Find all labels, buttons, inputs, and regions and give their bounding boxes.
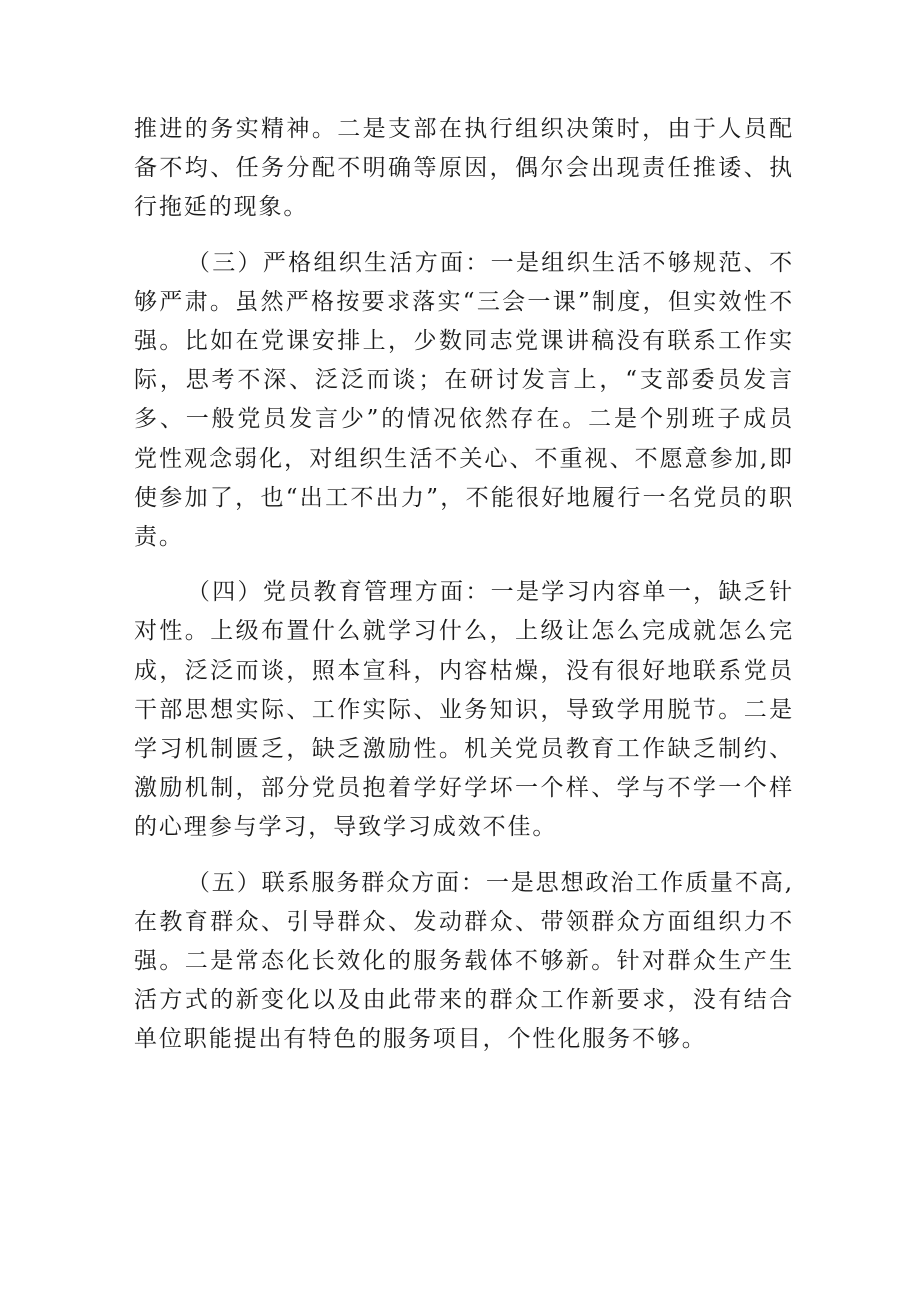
- paragraph-organizational-life: （三）严格组织生活方面：一是组织生活不够规范、不够严肃。虽然严格按要求落实“三会一课”制度，但实效性不强。比如在党课安排上，少数同志党课讲稿没有联系工作实际，思考不深、泛泛而谈；在研讨发言上，“支部委员发言多、一般党员发言少”的情况依然存在。二是个别班子成员党性观念弱化，对组织生活不关心、不重视、不愿意参加,即使参加了，也“出工不出力”，不能很好地履行一名党员的职责。: [134, 249, 794, 551]
- paragraph-member-education: （四）党员教育管理方面：一是学习内容单一，缺乏针对性。上级布置什么就学习什么，上级让怎么完成就怎么完成，泛泛而谈，照本宣科，内容枯燥，没有很好地联系党员干部思想实际、工作实际、业务知识，导致学用脱节。二是学习机制匮乏，缺乏激励性。机关党员教育工作缺乏制约、激励机制，部分党员抱着学好学坏一个样、学与不学一个样的心理参与学习，导致学习成效不佳。: [134, 579, 794, 841]
- document-body: [134, 110, 794, 1060]
- paragraph-serving-masses: （五）联系服务群众方面：一是思想政治工作质量不高,在教育群众、引导群众、发动群众、带领群众方面组织力不强。二是常态化长效化的服务载体不够新。针对群众生产生活方式的新变化以及由此带来的群众工作新要求，没有结合单位职能提出有特色的服务项目，个性化服务不够。: [134, 869, 794, 1053]
- paragraph-continued: 推进的务实精神。二是支部在执行组织决策时，由于人员配备不均、任务分配不明确等原因，偶尔会出现责任推诿、执行拖延的现象。: [134, 116, 794, 221]
